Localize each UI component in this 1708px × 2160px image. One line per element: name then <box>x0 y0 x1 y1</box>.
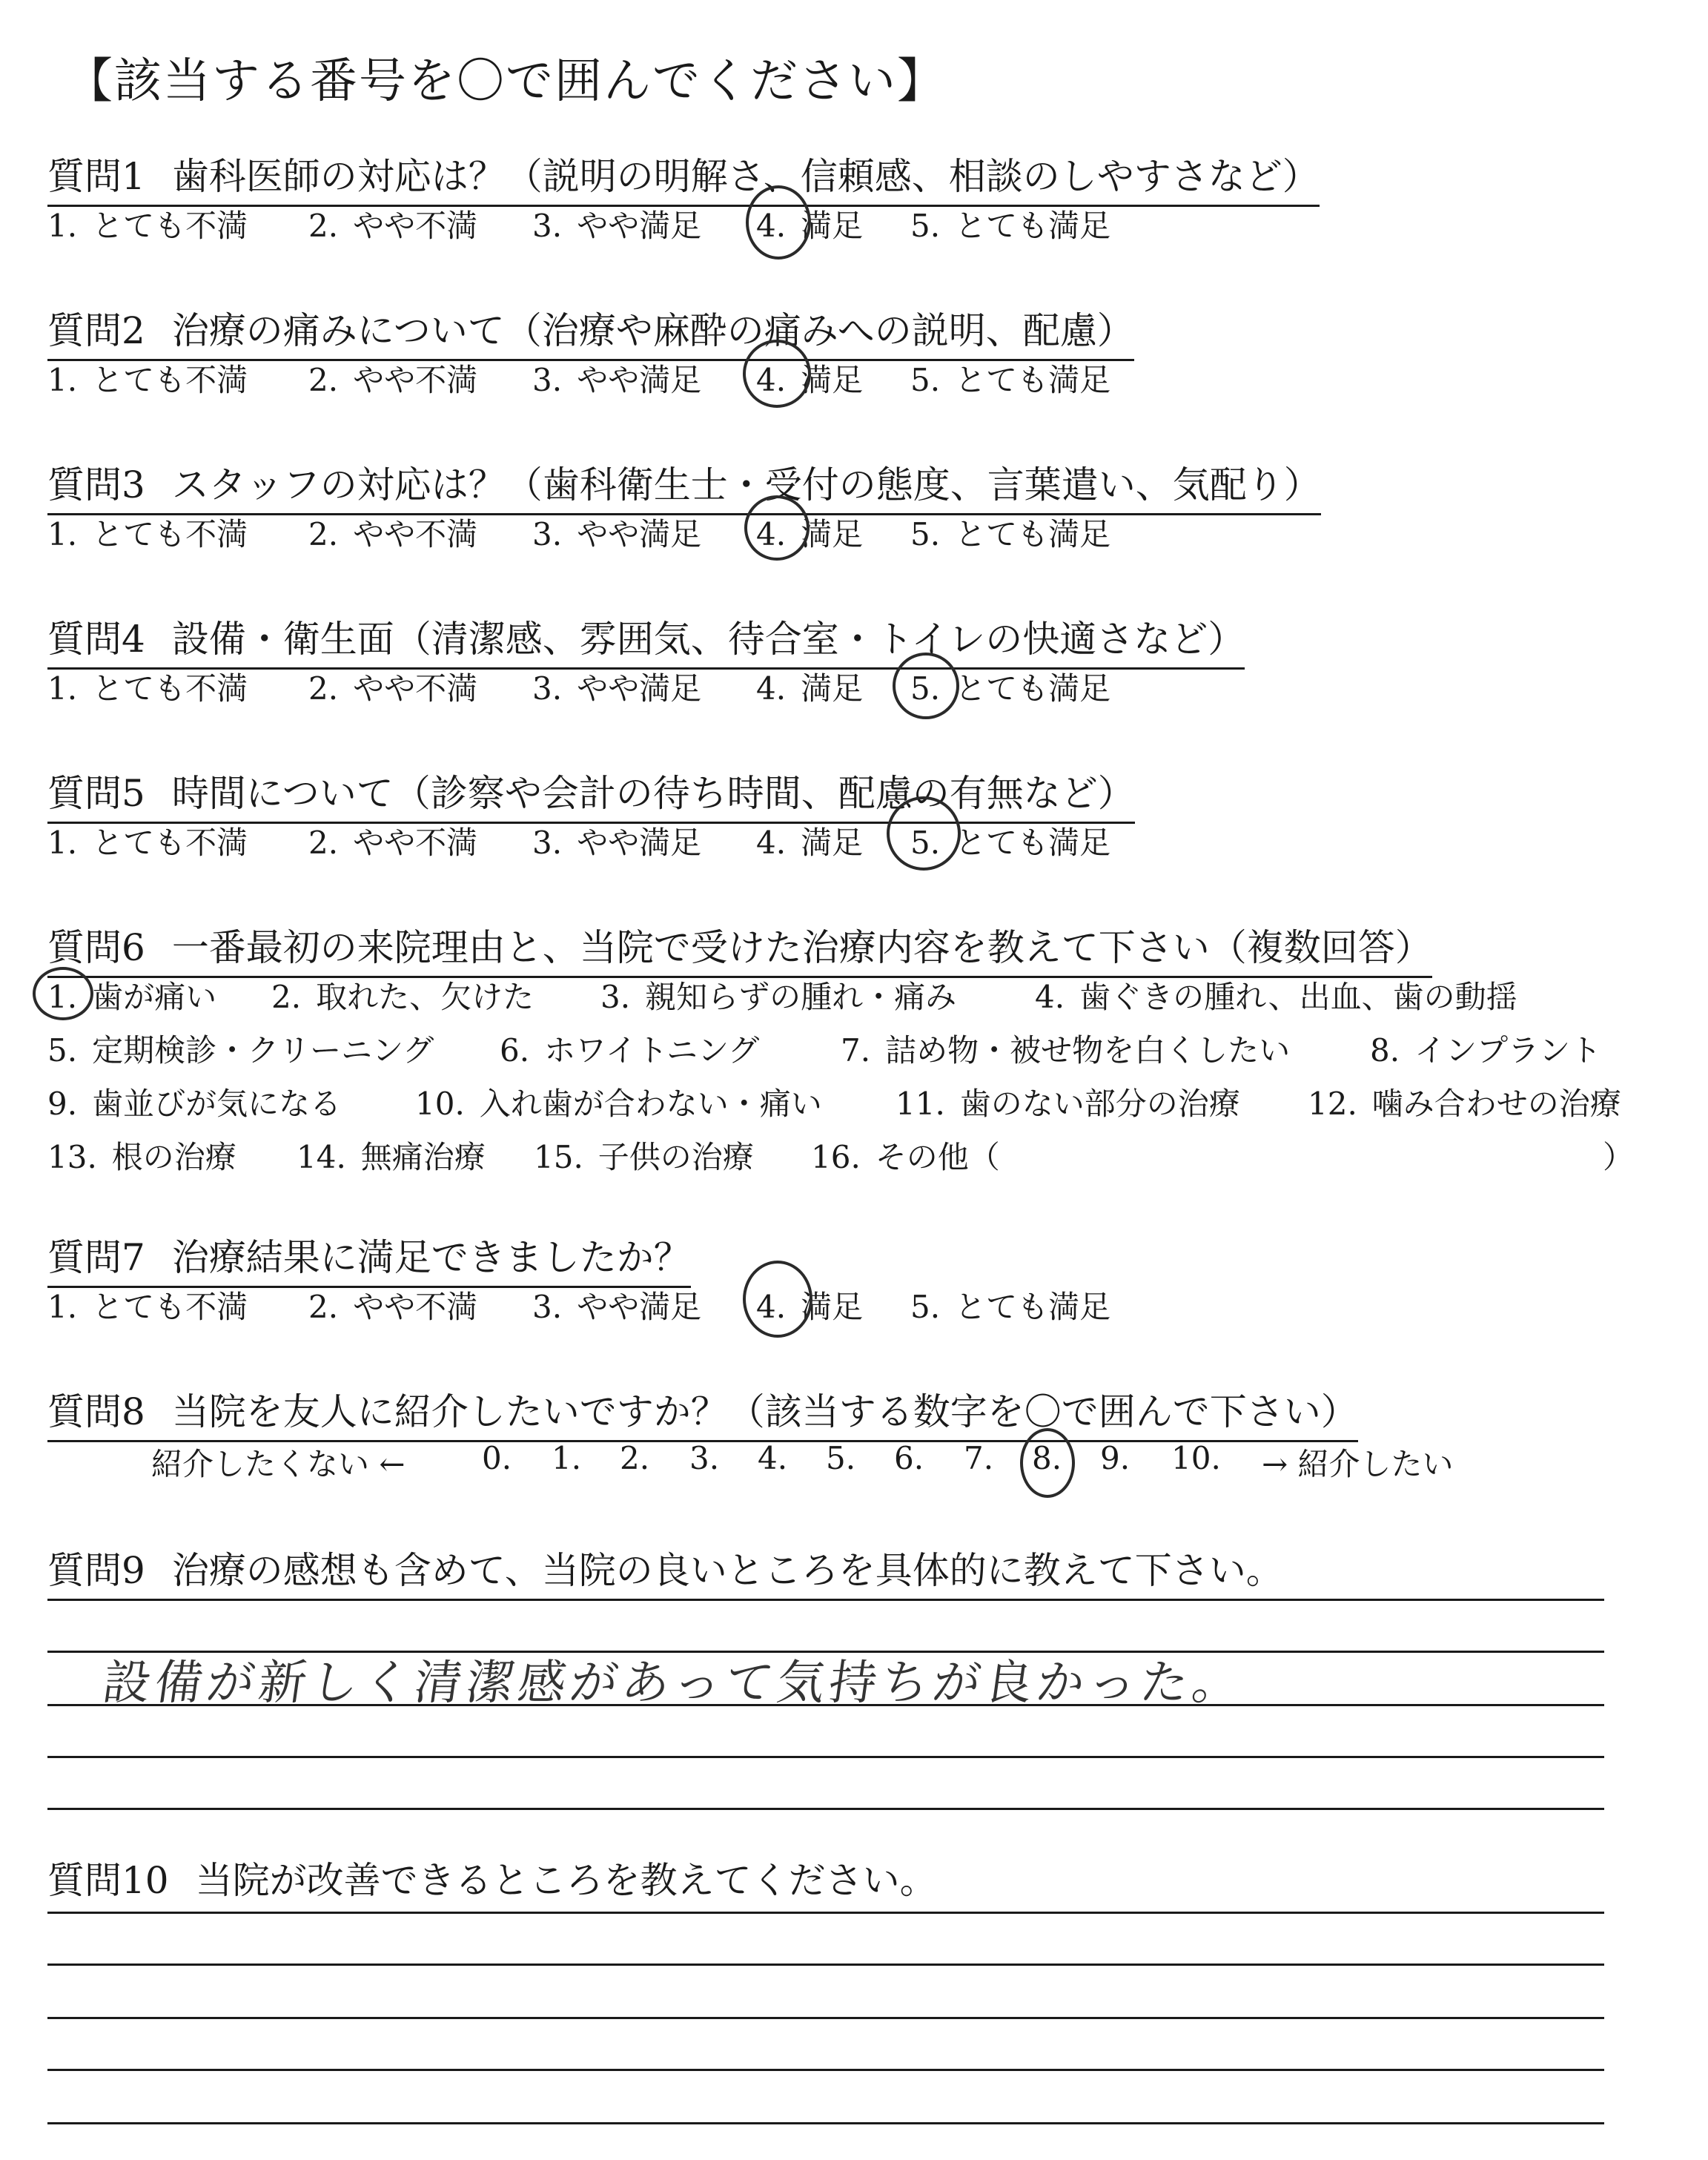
question-7-heading <box>47 1228 691 1288</box>
q6-option-15[interactable]: 15. 子供の治療 <box>534 1139 754 1175</box>
q8-value-9[interactable]: 9. <box>1100 1440 1131 1476</box>
q6-option-9[interactable]: 9. 歯並びが気になる <box>47 1086 342 1122</box>
q6-option-13[interactable]: 13. 根の治療 <box>47 1139 236 1175</box>
q9-writing-line-4 <box>47 1756 1604 1758</box>
question-6-label: 質問6 <box>47 926 145 969</box>
q8-right-label: → 紹介したい <box>1262 1446 1454 1482</box>
q6-option-10[interactable]: 10. 入れ歯が合わない・痛い <box>415 1086 822 1122</box>
q3-option-4[interactable]: 4. 満足 <box>756 516 864 552</box>
q2-option-3[interactable]: 3. やや満足 <box>532 362 702 398</box>
q7-option-3[interactable]: 3. やや満足 <box>532 1289 702 1325</box>
q8-value-4[interactable]: 4. <box>758 1440 788 1476</box>
question-6-text: 一番最初の来院理由と、当院で受けた治療内容を教えて下さい（複数回答） <box>171 926 1432 969</box>
question-7-options <box>47 1283 1678 1327</box>
question-3-label: 質問3 <box>47 463 145 506</box>
q2-option-2[interactable]: 2. やや不満 <box>308 362 478 398</box>
question-4-options <box>47 664 1678 709</box>
q10-writing-line-3 <box>47 2017 1604 2019</box>
q8-value-10[interactable]: 10. <box>1171 1440 1221 1476</box>
question-1-options <box>47 202 1678 246</box>
question-2-heading <box>47 301 1134 361</box>
q8-value-8[interactable]: 8. <box>1032 1440 1062 1476</box>
q10-writing-line-5 <box>47 2122 1604 2124</box>
q1-option-5[interactable]: 5. とても満足 <box>910 208 1111 244</box>
question-8-scale <box>47 1440 1678 1484</box>
question-8-text: 当院を友人に紹介したいですか？（該当する数字を〇で囲んで下さい） <box>171 1390 1358 1433</box>
q10-writing-line-4 <box>47 2069 1604 2071</box>
q7-option-1[interactable]: 1. とても不満 <box>47 1289 248 1325</box>
q6-other-close-paren: ） <box>1603 1139 1635 1175</box>
q4-option-5[interactable]: 5. とても満足 <box>910 670 1111 707</box>
q6-option-12[interactable]: 12. 噛み合わせの治療 <box>1308 1086 1621 1122</box>
question-6-options-row-4 <box>47 1133 1678 1178</box>
question-6-heading <box>47 918 1432 978</box>
question-2-options <box>47 356 1678 400</box>
question-1-heading <box>47 147 1320 207</box>
question-9-label: 質問9 <box>47 1549 145 1592</box>
q6-option-16[interactable]: 16. その他（ <box>811 1139 1000 1175</box>
q6-option-11[interactable]: 11. 歯のない部分の治療 <box>896 1086 1240 1122</box>
q3-option-2[interactable]: 2. やや不満 <box>308 516 478 552</box>
question-9-text: 治療の感想も含めて、当院の良いところを具体的に教えて下さい。 <box>171 1549 1283 1592</box>
question-1-label: 質問1 <box>47 155 145 198</box>
question-10-label: 質問10 <box>47 1859 169 1902</box>
q6-option-5[interactable]: 5. 定期検診・クリーニング <box>47 1032 434 1069</box>
q8-left-label: 紹介したくない ← <box>151 1446 406 1482</box>
question-5-text: 時間について（診察や会計の待ち時間、配慮の有無など） <box>171 772 1135 815</box>
question-2-label: 質問2 <box>47 309 145 352</box>
q9-handwritten-answer[interactable]: 設備が新しく清潔感があって気持ちが良かった。 <box>99 1656 1248 1711</box>
question-4-text: 設備・衛生面（清潔感、雰囲気、待合室・トイレの快適さなど） <box>171 618 1245 661</box>
question-6-options-row-2 <box>47 1026 1678 1071</box>
page-title: 【該当する番号を〇で囲んでください】 <box>65 54 946 109</box>
q2-option-5[interactable]: 5. とても満足 <box>910 362 1111 398</box>
q6-option-14[interactable]: 14. 無痛治療 <box>297 1139 486 1175</box>
q8-value-7[interactable]: 7. <box>964 1440 994 1476</box>
q6-option-7[interactable]: 7. 詰め物・被せ物を白くしたい <box>841 1032 1291 1069</box>
question-2-text: 治療の痛みについて（治療や麻酔の痛みへの説明、配慮） <box>171 309 1134 352</box>
question-3-text: スタッフの対応は？（歯科衛生士・受付の態度、言葉遣い、気配り） <box>171 463 1321 506</box>
q1-option-4[interactable]: 4. 満足 <box>756 208 864 244</box>
question-6-options-row-3 <box>47 1080 1678 1124</box>
q1-option-2[interactable]: 2. やや不満 <box>308 208 478 244</box>
question-5-heading <box>47 764 1135 824</box>
question-9-heading <box>47 1541 1283 1599</box>
q10-writing-line-1 <box>47 1912 1604 1914</box>
q7-option-2[interactable]: 2. やや不満 <box>308 1289 478 1325</box>
q6-option-1[interactable]: 1. 歯が痛い <box>47 979 217 1015</box>
q5-option-5[interactable]: 5. とても満足 <box>910 825 1111 861</box>
q4-option-3[interactable]: 3. やや満足 <box>532 670 702 707</box>
q9-writing-line-5 <box>47 1808 1604 1810</box>
question-8-label: 質問8 <box>47 1390 145 1433</box>
q3-option-5[interactable]: 5. とても満足 <box>910 516 1111 552</box>
q8-value-6[interactable]: 6. <box>894 1440 924 1476</box>
q8-value-0[interactable]: 0. <box>482 1440 512 1476</box>
q8-value-3[interactable]: 3. <box>689 1440 720 1476</box>
question-3-options <box>47 510 1678 555</box>
q8-value-5[interactable]: 5. <box>826 1440 856 1476</box>
q7-option-5[interactable]: 5. とても満足 <box>910 1289 1111 1325</box>
question-5-label: 質問5 <box>47 772 145 815</box>
q2-option-1[interactable]: 1. とても不満 <box>47 362 248 398</box>
q8-value-2[interactable]: 2. <box>620 1440 650 1476</box>
q9-writing-line-1 <box>47 1599 1604 1601</box>
q7-option-4[interactable]: 4. 満足 <box>756 1289 864 1325</box>
question-5-options <box>47 819 1678 863</box>
q2-option-4[interactable]: 4. 満足 <box>756 362 864 398</box>
q3-option-1[interactable]: 1. とても不満 <box>47 516 248 552</box>
q6-option-2[interactable]: 2. 取れた、欠けた <box>271 979 534 1015</box>
q5-option-1[interactable]: 1. とても不満 <box>47 825 248 861</box>
question-3-heading <box>47 455 1321 515</box>
question-4-label: 質問4 <box>47 618 145 661</box>
question-4-heading <box>47 610 1245 670</box>
q4-option-4[interactable]: 4. 満足 <box>756 670 864 707</box>
q5-option-3[interactable]: 3. やや満足 <box>532 825 702 861</box>
q8-value-1[interactable]: 1. <box>552 1440 582 1476</box>
q5-option-4[interactable]: 4. 満足 <box>756 825 864 861</box>
question-6-options-row-1 <box>47 973 1678 1017</box>
question-1-text: 歯科医師の対応は？（説明の明解さ、信頼感、相談のしやすさなど） <box>171 155 1320 198</box>
question-10-text: 当院が改善できるところを教えてください。 <box>195 1859 937 1902</box>
q6-option-8[interactable]: 8. インプラント <box>1370 1032 1602 1069</box>
q10-writing-line-2 <box>47 1964 1604 1966</box>
q4-option-1[interactable]: 1. とても不満 <box>47 670 248 707</box>
q6-option-4[interactable]: 4. 歯ぐきの腫れ、出血、歯の動揺 <box>1035 979 1517 1015</box>
q3-option-3[interactable]: 3. やや満足 <box>532 516 702 552</box>
question-7-label: 質問7 <box>47 1236 145 1279</box>
question-8-heading <box>47 1382 1358 1442</box>
q4-option-2[interactable]: 2. やや不満 <box>308 670 478 707</box>
q6-option-6[interactable]: 6. ホワイトニング <box>500 1032 760 1069</box>
q1-option-3[interactable]: 3. やや満足 <box>532 208 702 244</box>
q1-option-1[interactable]: 1. とても不満 <box>47 208 248 244</box>
q6-option-3[interactable]: 3. 親知らずの腫れ・痛み <box>600 979 957 1015</box>
question-7-text: 治療結果に満足できましたか？ <box>171 1236 691 1279</box>
question-10-heading <box>47 1851 937 1909</box>
q5-option-2[interactable]: 2. やや不満 <box>308 825 478 861</box>
